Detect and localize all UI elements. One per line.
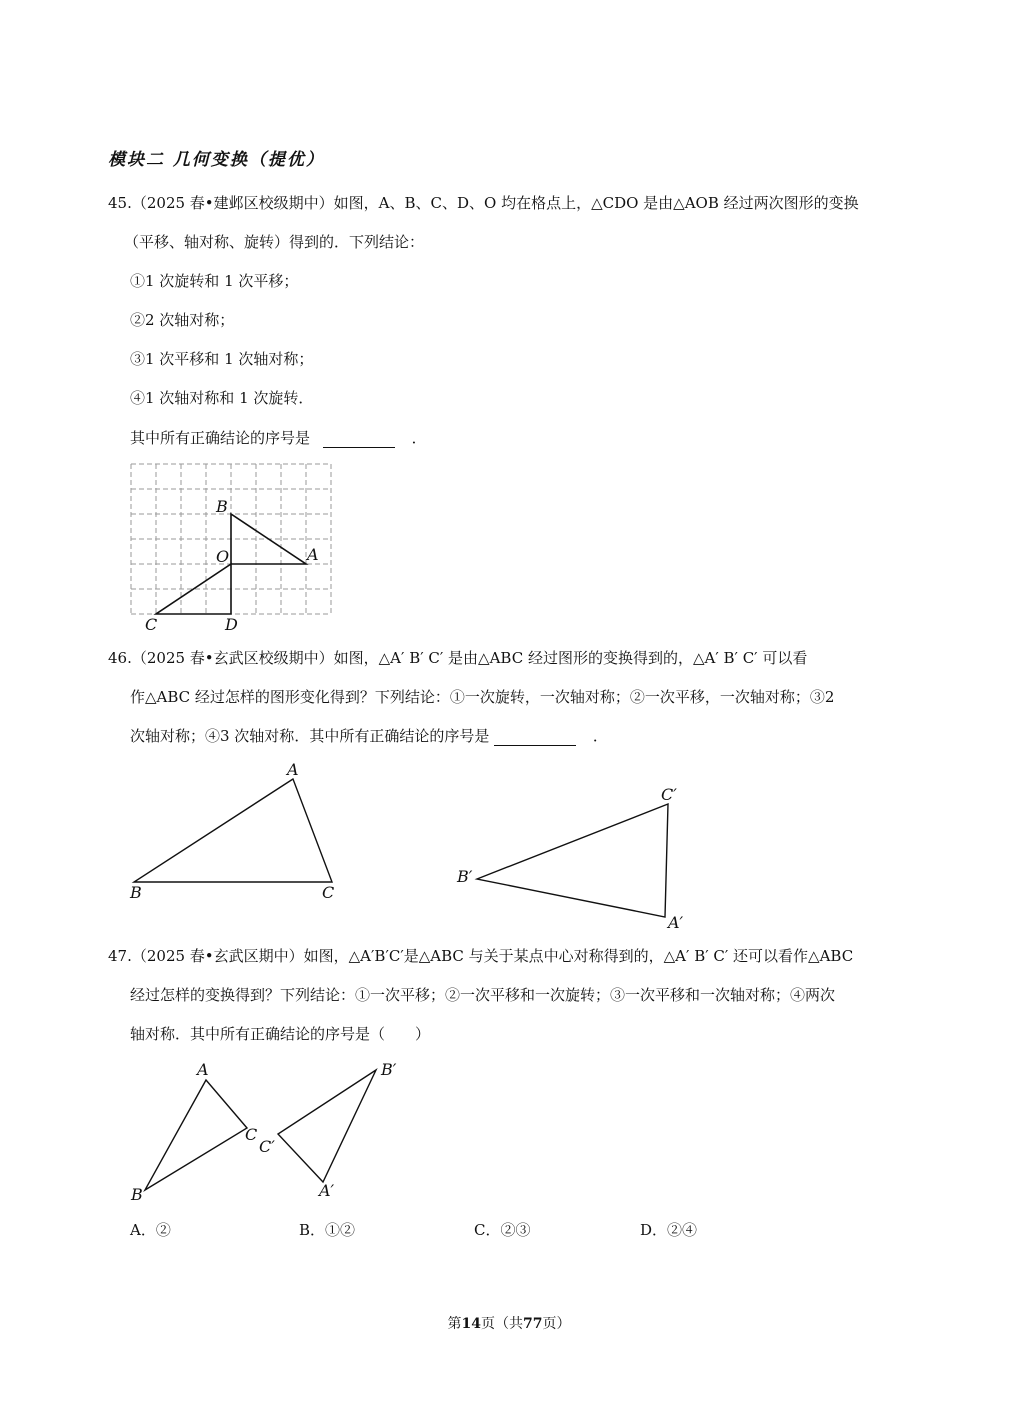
footer-middle: 页（共 xyxy=(481,1316,523,1332)
q47-label-a-prime: A′ xyxy=(319,1181,335,1200)
q45-label-o: O xyxy=(216,547,230,566)
q47-choice-d[interactable]: D．②④ xyxy=(640,1221,698,1239)
section-title: 模块二 几何变换（提优） xyxy=(108,150,325,170)
q47-triangle-a1b1c1 xyxy=(278,1070,376,1182)
q45-option-1: ①1 次旋转和 1 次平移； xyxy=(130,272,299,290)
q46-line-2: 作△ABC 经过怎样的图形变化得到？下列结论：①一次旋转，一次轴对称；②一次平移，一次轴对称；③2 xyxy=(130,688,835,706)
q45-option-2: ②2 次轴对称； xyxy=(130,311,235,329)
q46-label-b: B xyxy=(130,883,142,902)
q47-label-c-prime: C′ xyxy=(259,1137,275,1156)
q47-triangle-abc xyxy=(145,1080,247,1190)
q46-label-a-prime: A′ xyxy=(668,913,684,932)
q47-label-b-prime: B′ xyxy=(381,1060,397,1079)
footer-page-number: 14 xyxy=(461,1316,481,1332)
q45-option-3: ③1 次平移和 1 次轴对称； xyxy=(130,350,314,368)
q45-line-2: （平移、轴对称、旋转）得到的．下列结论： xyxy=(124,233,425,251)
q46-end-mark: ． xyxy=(592,727,608,745)
q45-label-b: B xyxy=(216,497,228,516)
q45-end-mark: ． xyxy=(411,429,427,447)
footer-total-pages: 77 xyxy=(523,1316,543,1332)
page-footer xyxy=(0,1313,1018,1333)
q47-choice-c[interactable]: C．②③ xyxy=(474,1221,531,1239)
q46-line-1: 46.（2025 春•玄武区校级期中）如图，△A′ B′ C′ 是由△ABC 经过图形的变换得到的，△A′ B′ C′ 可以看 xyxy=(108,649,808,667)
q45-label-c: C xyxy=(145,615,158,634)
footer-prefix: 第 xyxy=(447,1316,462,1332)
q46-label-b-prime: B′ xyxy=(457,867,473,886)
q45-label-d: D xyxy=(225,615,238,634)
q47-line-2: 经过怎样的变换得到？下列结论：①一次平移；②一次平移和一次旋转；③一次平移和一次轴对称；④两次 xyxy=(130,986,836,1004)
q47-choice-a[interactable]: A．② xyxy=(130,1221,171,1239)
q46-label-a: A xyxy=(287,760,299,779)
q47-choice-b[interactable]: B．①② xyxy=(299,1221,356,1239)
q47-label-c: C xyxy=(245,1125,258,1144)
footer-suffix: 页） xyxy=(542,1316,571,1332)
q45-line-1: 45.（2025 春•建邺区校级期中）如图，A、B、C、D、O 均在格点上，△CDO 是由△AOB 经过两次图形的变换 xyxy=(108,194,859,212)
q46-label-c: C xyxy=(322,883,335,902)
q47-line-3: 轴对称．其中所有正确结论的序号是（ ） xyxy=(130,1025,431,1043)
q45-option-4: ④1 次轴对称和 1 次旋转． xyxy=(130,389,314,407)
q47-line-1: 47.（2025 春•玄武区期中）如图，△A′B′C′是△ABC 与关于某点中心对称得到的，△A′ B′ C′ 还可以看作△ABC xyxy=(108,947,854,965)
q47-label-b: B xyxy=(131,1185,143,1204)
q47-label-a: A xyxy=(197,1060,209,1079)
q45-question-text: 其中所有正确结论的序号是 xyxy=(130,429,311,447)
q46-question-text: 次轴对称；④3 次轴对称．其中所有正确结论的序号是 xyxy=(130,727,490,745)
q45-label-a: A xyxy=(307,545,319,564)
q46-label-c-prime: C′ xyxy=(661,785,677,804)
